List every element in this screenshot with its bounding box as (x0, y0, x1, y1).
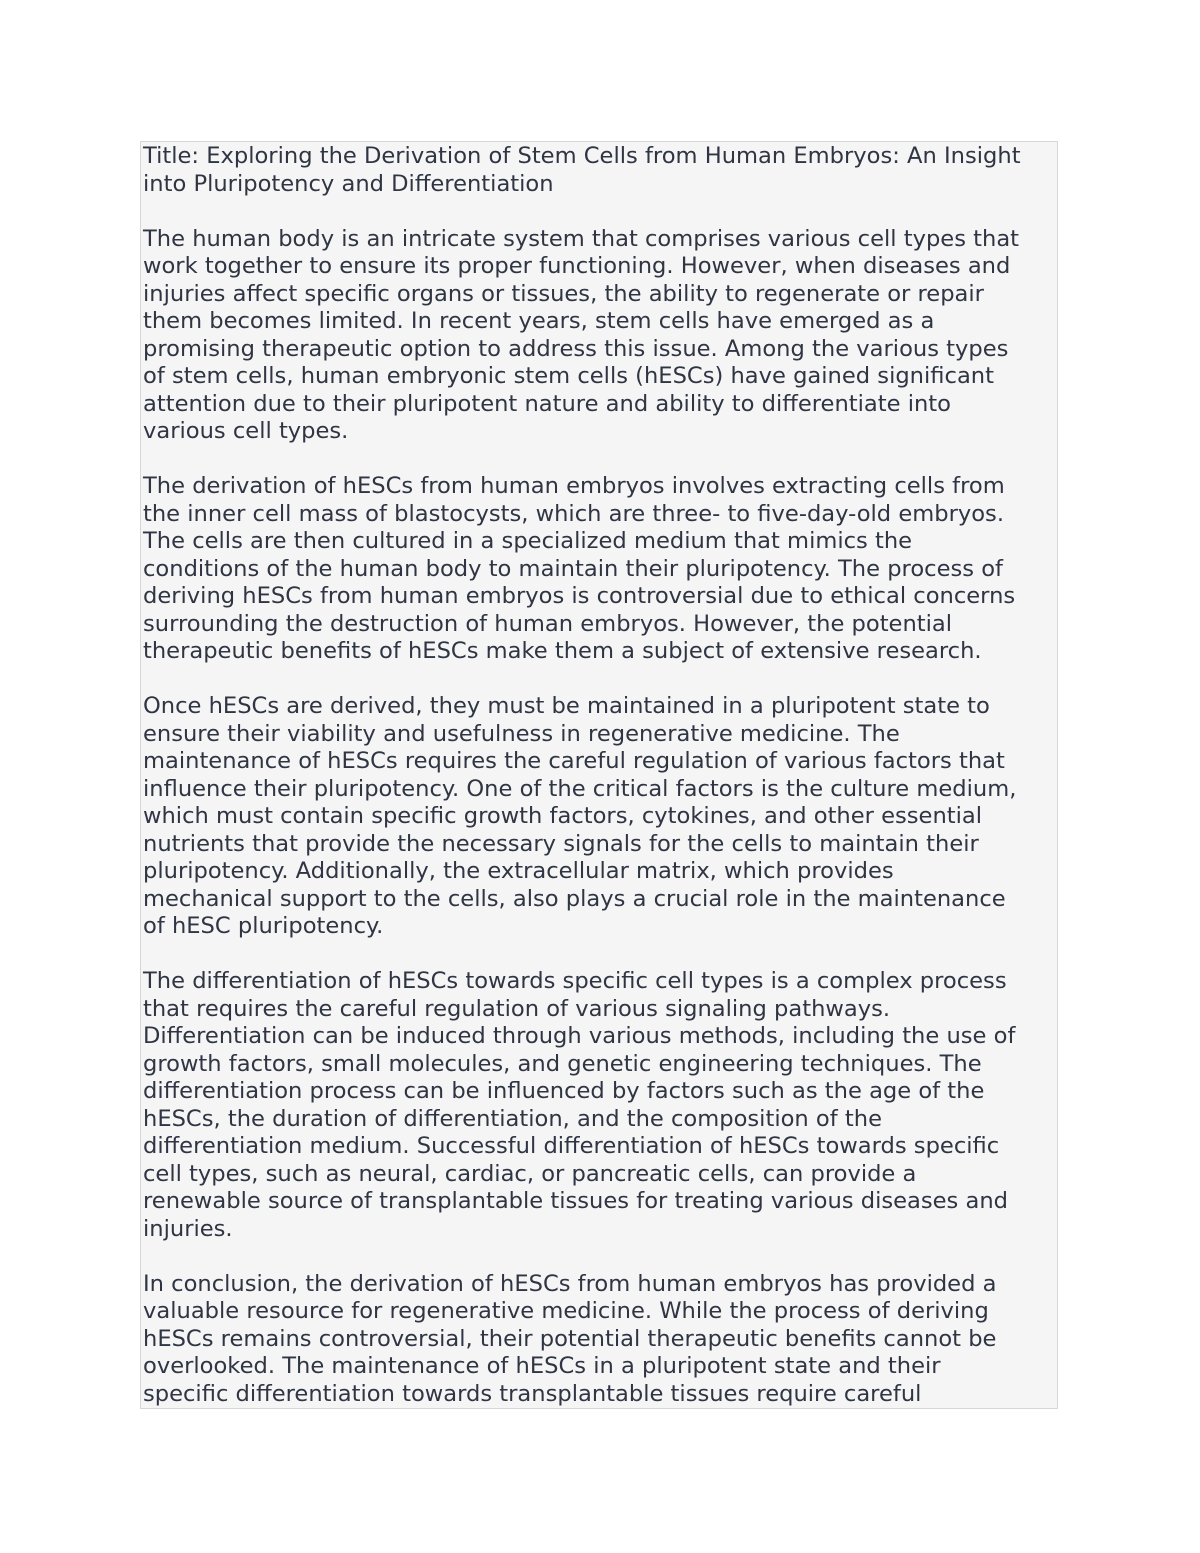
document-text-box (140, 141, 1058, 1409)
paragraph-differentiation: The differentiation of hESCs towards specific cell types is a complex process that requires the careful regulation of various signaling pathways. Differentiation can be induced through various methods, including the use of growth factors, small molecules, and genetic engineering techniques. The differentiation process can be influenced by factors such as the age of the hESCs, the duration of differentiation, and the composition of the differentiation medium. Successful differentiation of hESCs towards specific cell types, such as neural, cardiac, or pancreatic cells, can provide a renewable source of transplantable tissues for treating various diseases and injuries. (143, 968, 1016, 1242)
paragraph-maintenance: Once hESCs are derived, they must be maintained in a pluripotent state to ensure their viability and usefulness in regenerative medicine. The maintenance of hESCs requires the careful regulation of various factors that influence their pluripotency. One of the critical factors is the culture medium, which must contain specific growth factors, cytokines, and other essential nutrients that provide the necessary signals for the cells to maintain their pluripotency. Additionally, the extracellular matrix, which provides mechanical support to the cells, also plays a crucial role in the maintenance of hESC pluripotency. (143, 693, 1017, 939)
document-body (141, 142, 1057, 1408)
paragraph-derivation: The derivation of hESCs from human embryos involves extracting cells from the inner cell mass of blastocysts, which are three- to five-day-old embryos. The cells are then cultured in a specialized medium that mimics the conditions of the human body to maintain their pluripotency. The process of deriving hESCs from human embryos is controversial due to ethical concerns surrounding the destruction of human embryos. However, the potential therapeutic benefits of hESCs make them a subject of extensive research. (143, 473, 1016, 664)
document-title: Title: Exploring the Derivation of Stem Cells from Human Embryos: An Insight into Pluripotency and Differentiation (143, 143, 1021, 197)
paragraph-introduction: The human body is an intricate system that comprises various cell types that work together to ensure its proper functioning. However, when diseases and injuries affect specific organs or tissues, the ability to regenerate or repair them becomes limited. In recent years, stem cells have emerged as a promising therapeutic option to address this issue. Among the various types of stem cells, human embryonic stem cells (hESCs) have gained significant attention due to their pluripotent nature and ability to differentiate into various cell types. (143, 225, 1020, 444)
paragraph-conclusion: In conclusion, the derivation of hESCs from human embryos has provided a valuable resource for regenerative medicine. While the process of deriving hESCs remains controversial, their potential therapeutic benefits cannot be overlooked. The maintenance of hESCs in a pluripotent state and their specific differentiation towards transplantable tissues require careful (143, 1270, 997, 1407)
